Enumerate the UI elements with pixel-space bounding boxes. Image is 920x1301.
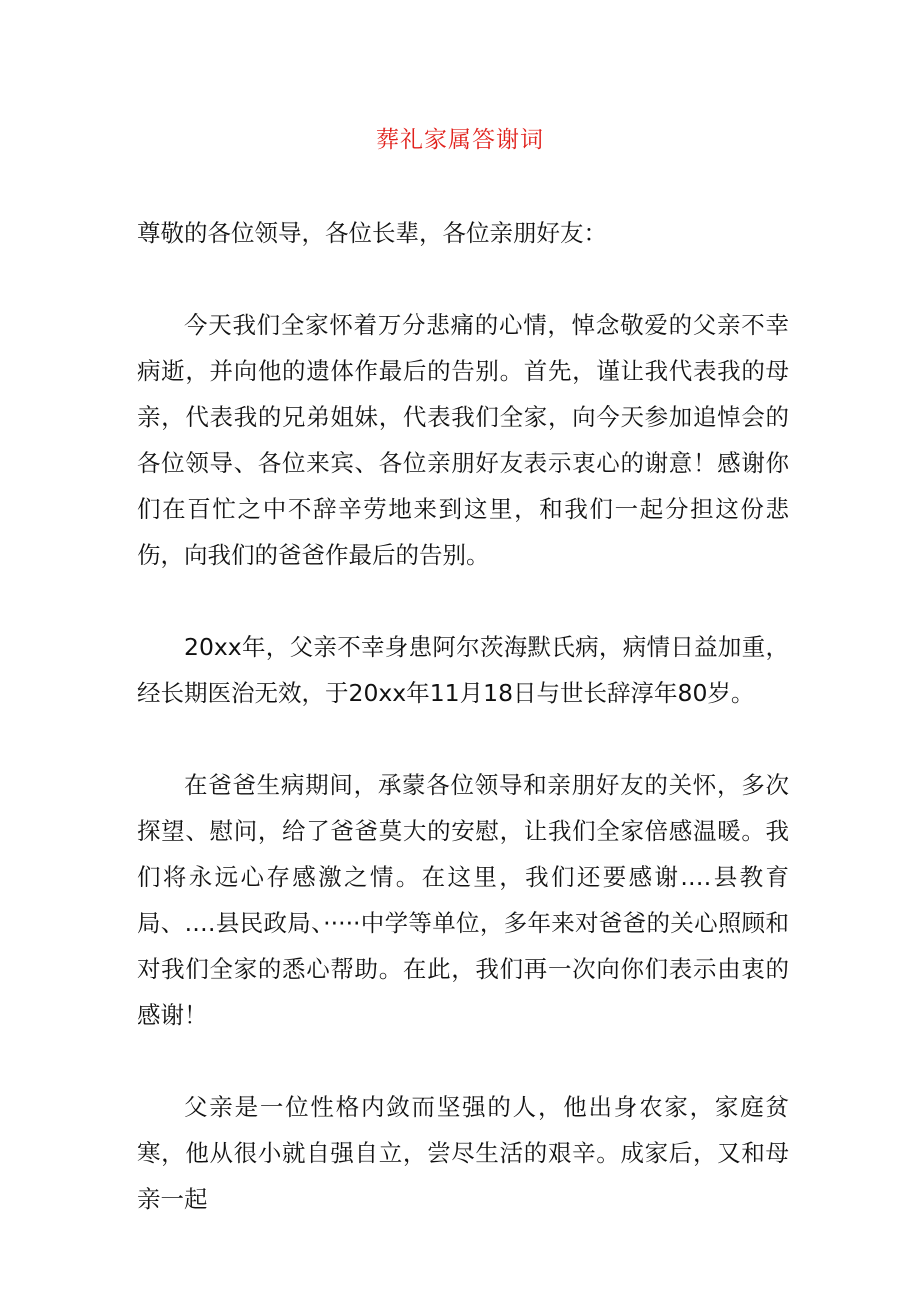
paragraph-4: 父亲是一位性格内敛而坚强的人，他出身农家，家庭贫寒，他从很小就自强自立，尝尽生活的艰辛。成家后，又和母亲一起 <box>137 1093 789 1213</box>
salutation: 尊敬的各位领导，各位长辈，各位亲朋好友： <box>137 219 607 247</box>
paragraph-2: 20xx年，父亲不幸身患阿尔茨海默氏病，病情日益加重，经长期医治无效，于20xx年11月18日与世长辞淳年80岁。 <box>137 633 789 707</box>
document-title: 葬礼家属答谢词 <box>376 127 544 153</box>
document-body <box>137 210 789 1268</box>
paragraph-1: 今天我们全家怀着万分悲痛的心情，悼念敬爱的父亲不幸病逝，并向他的遗体作最后的告别。首先，谨让我代表我的母亲，代表我的兄弟姐妹，代表我们全家，向今天参加追悼会的各位领导、各位来宾、各位亲朋好友表示衷心的谢意！感谢你们在百忙之中不辞辛劳地来到这里，和我们一起分担这份悲伤，向我们的爸爸作最后的告别。 <box>137 311 789 569</box>
paragraph-3: 在爸爸生病期间，承蒙各位领导和亲朋好友的关怀，多次探望、慰问，给了爸爸莫大的安慰，让我们全家倍感温暖。我们将永远心存感激之情。在这里，我们还要感谢.…县教育局、.…县民政局、·····中学等单位，多年来对爸爸的关心照顾和对我们全家的悉心帮助。在此，我们再一次向你们表示由衷的感谢！ <box>137 771 789 1029</box>
